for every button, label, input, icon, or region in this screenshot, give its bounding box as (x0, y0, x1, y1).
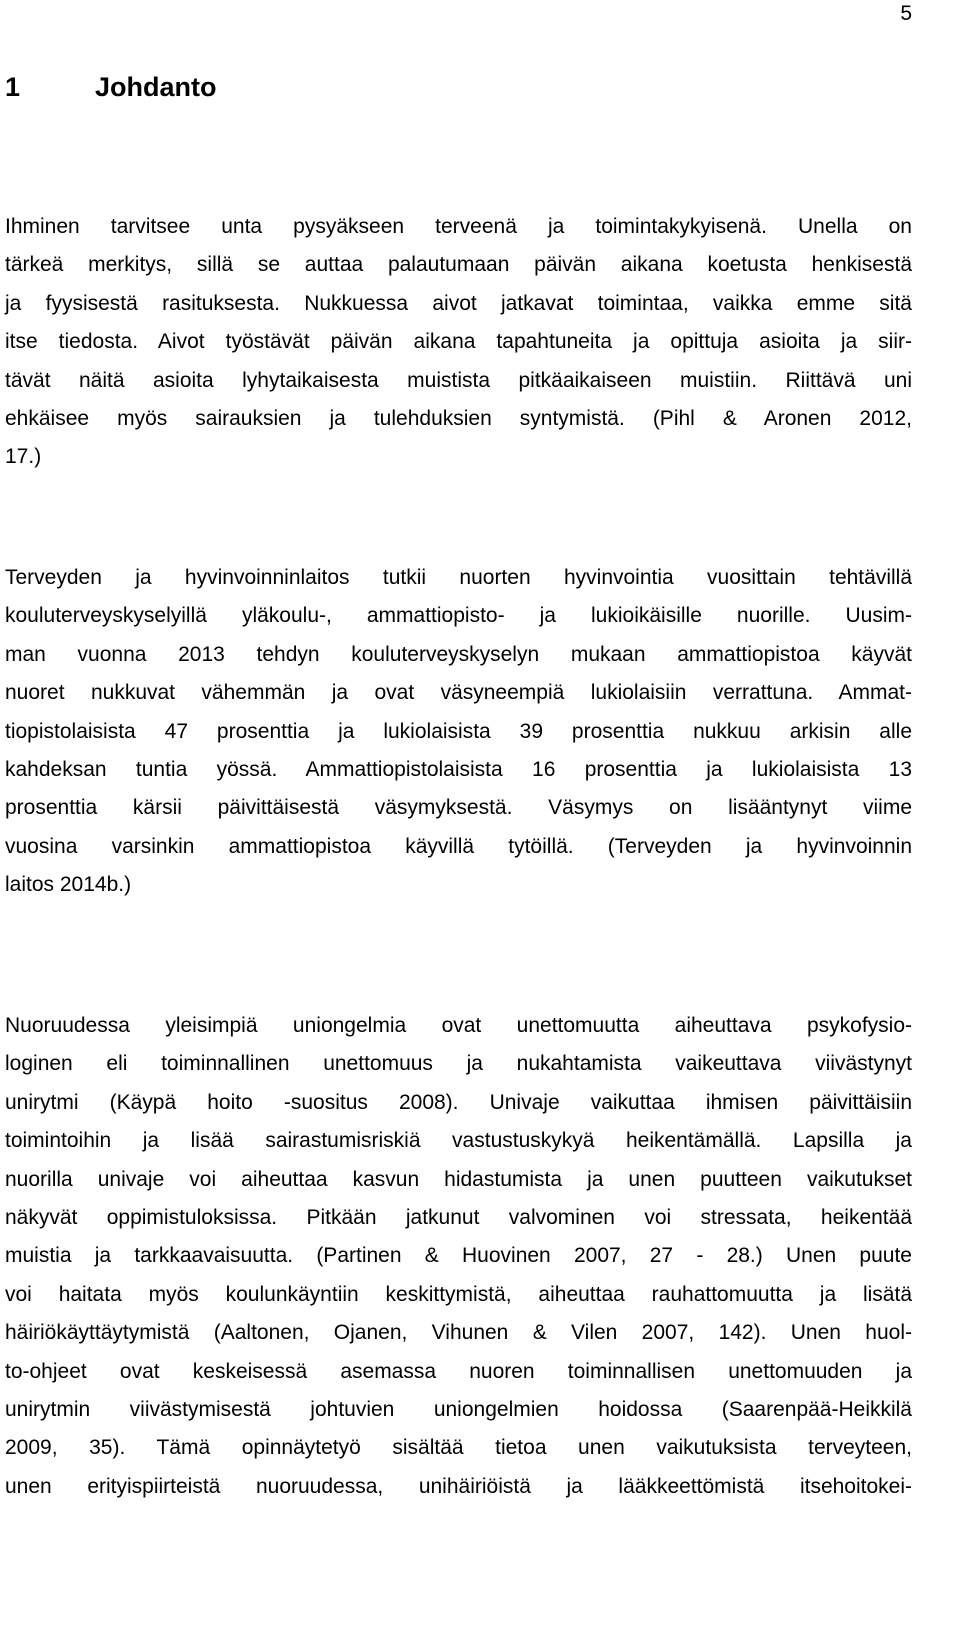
chapter-title: Johdanto (95, 72, 217, 102)
text-line: prosenttia kärsii päivittäisestä väsymyksestä. Väsymys on lisääntynyt viime (5, 796, 912, 820)
chapter-number: 1 (5, 72, 21, 102)
text-line: vuosina varsinkin ammattiopistoa käyvillä tytöillä. (Terveyden ja hyvinvoinnin (5, 834, 912, 858)
text-line: unirytmin viivästymisestä johtuvien uniongelmien hoidossa (Saarenpää-Heikkilä (5, 1397, 912, 1421)
paragraph-sleep-importance (5, 208, 912, 477)
text-line: voi haitata myös koulunkäyntiin keskittymistä, aiheuttaa rauhattomuutta ja lisätä (5, 1282, 912, 1306)
text-line: näkyvät oppimistuloksissa. Pitkään jatkunut valvominen voi stressata, heikentää (5, 1205, 912, 1229)
text-line: to-ohjeet ovat keskeisessä asemassa nuoren toiminnallisen unettomuuden ja (5, 1359, 912, 1383)
text-line: toimintoihin ja lisää sairastumisriskiä vastustuskykyä heikentämällä. Lapsilla ja (5, 1129, 912, 1153)
chapter-heading (5, 72, 217, 103)
text-line: unirytmi (Käypä hoito -suositus 2008). Univaje vaikuttaa ihmisen päivittäisiin (5, 1090, 912, 1114)
text-line: loginen eli toiminnallinen unettomuus ja nukahtamista vaikeuttava viivästynyt (5, 1052, 912, 1076)
text-line: tiopistolaisista 47 prosenttia ja lukiolaisista 39 prosenttia nukkuu arkisin alle (5, 719, 912, 743)
text-line: man vuonna 2013 tehdyn kouluterveyskyselyn mukaan ammattiopistoa käyvät (5, 642, 912, 666)
text-line: unen erityispiirteistä nuoruudessa, unihäiriöistä ja lääkkeettömistä itsehoitokei- (5, 1474, 912, 1498)
text-line: 2009, 35). Tämä opinnäytetyö sisältää tietoa unen vaikutuksista terveyteen, (5, 1436, 912, 1460)
text-line: nuorilla univaje voi aiheuttaa kasvun hidastumista ja unen puutteen vaikutukset (5, 1167, 912, 1191)
text-line: Ihminen tarvitsee unta pysyäkseen terveenä ja toimintakykyisenä. Unella on (5, 215, 912, 238)
text-line: Nuoruudessa yleisimpiä uniongelmia ovat unettomuutta aiheuttava psykofysio- (5, 1014, 912, 1037)
text-line: tävät näitä asioita lyhytaikaisesta muistista pitkäaikaiseen muistiin. Riittävä uni (5, 368, 912, 392)
text-line: kahdeksan tuntia yössä. Ammattiopistolaisista 16 prosenttia ja lukiolaisista 13 (5, 757, 912, 781)
text-line: häiriökäyttäytymistä (Aaltonen, Ojanen, Vihunen & Vilen 2007, 142). Unen huol- (5, 1321, 912, 1345)
text-line: kouluterveyskyselyillä yläkoulu-, ammattiopisto- ja lukioikäisille nuorille. Uusim- (5, 604, 912, 628)
text-line: 17.) (5, 445, 42, 469)
text-line: Terveyden ja hyvinvoinninlaitos tutkii nuorten hyvinvointia vuosittain tehtävillä (5, 566, 912, 589)
page-number: 5 (900, 2, 912, 25)
text-line: nuoret nukkuvat vähemmän ja ovat väsyneempiä lukiolaisiin verrattuna. Ammat- (5, 681, 912, 705)
text-line: itse tiedosta. Aivot työstävät päivän aikana tapahtuneita ja opittuja asioita ja siir- (5, 330, 912, 354)
text-line: ja fyysisestä rasituksesta. Nukkuessa aivot jatkavat toimintaa, vaikka emme sitä (5, 291, 912, 315)
text-line: tärkeä merkitys, sillä se auttaa palautumaan päivän aikana koetusta henkisestä (5, 253, 912, 277)
text-line: laitos 2014b.) (5, 873, 132, 897)
paragraph-sleep-problems (5, 1007, 912, 1506)
paragraph-school-health-survey (5, 559, 912, 905)
text-line: ehkäisee myös sairauksien ja tulehduksien syntymistä. (Pihl & Aronen 2012, (5, 406, 912, 430)
text-line: muistia ja tarkkaavaisuutta. (Partinen & Huovinen 2007, 27 - 28.) Unen puute (5, 1244, 912, 1268)
